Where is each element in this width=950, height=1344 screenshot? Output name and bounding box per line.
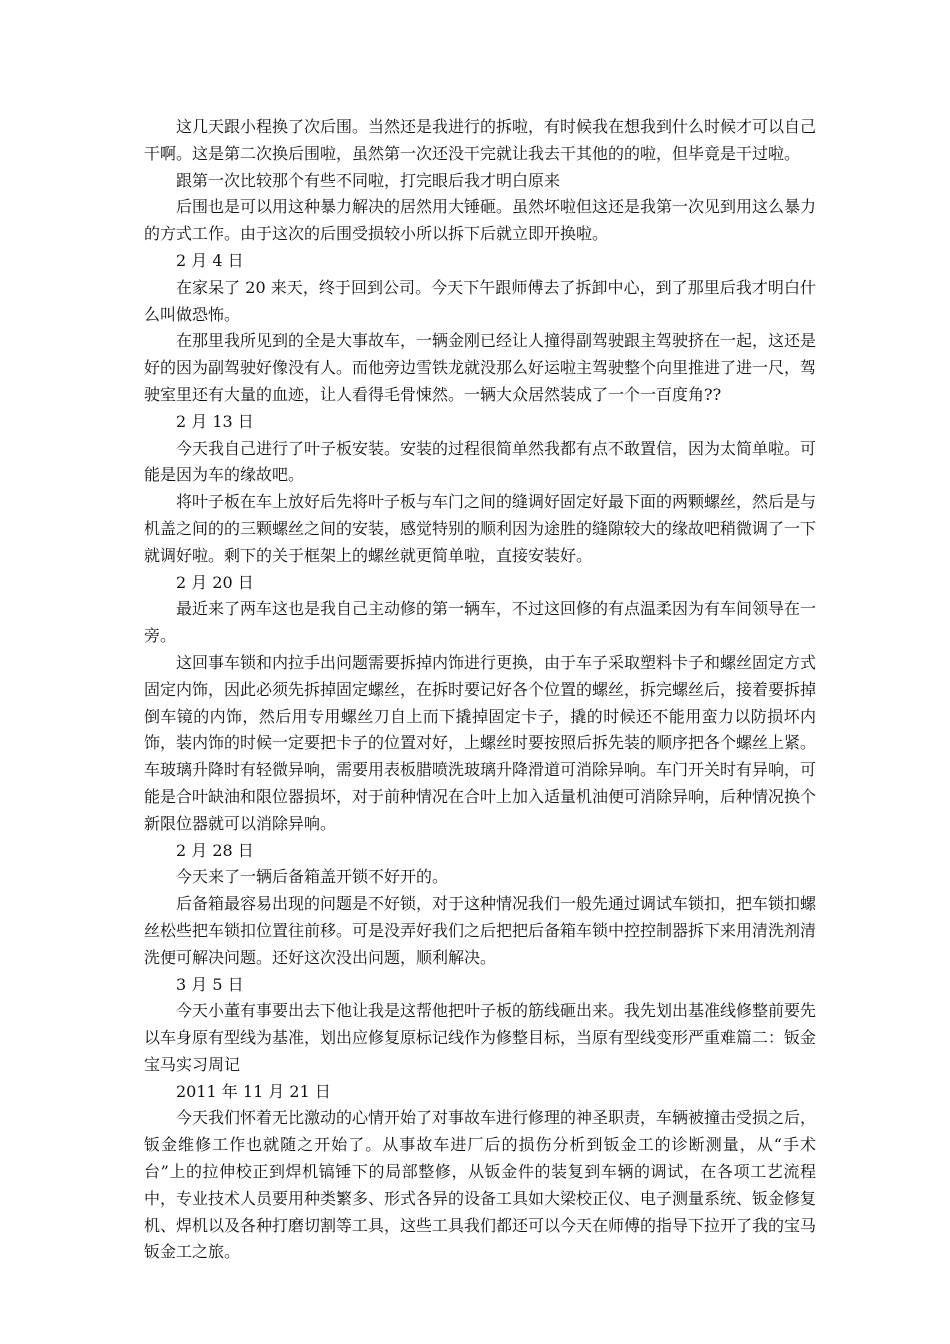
date-heading-feb-28: 2 月 28 日 [176,840,254,860]
date-heading-2011-11-21: 2011 年 11 月 21 日 [176,1081,331,1101]
date-heading-mar-5: 3 月 5 日 [176,974,244,994]
paragraph-6: 今天我自己进行了叶子板安装。安装的过程很简单然我都有点不敢置信，因为太简单啦。可能是因为车的缘故吧。 [144,438,817,485]
paragraph-5: 在那里我所见到的全是大事故车，一辆金刚已经让人撞得副驾驶跟主驾驶挤在一起，这还是好的因为副驾驶好像没有人。而他旁边雪铁龙就没那么好运啦主驾驶整个向里推进了进一尺，驾驶室里还有大量的血迹，让人看得毛骨悚然。一辆大众居然装成了一个一百度角?? [144,331,817,404]
paragraph-7: 将叶子板在车上放好后先将叶子板与车门之间的缝调好固定好最下面的两颗螺丝，然后是与机盖之间的的三颗螺丝之间的安装，感觉特别的顺利因为途胜的缝隙较大的缘故吧稍微调了一下就调好啦。剩下的关于框架上的螺丝就更简单啦，直接安装好。 [144,492,817,565]
date-heading-feb-4: 2 月 4 日 [176,250,244,270]
paragraph-12: 今天小董有事要出去下他让我是这帮他把叶子板的筋线砸出来。我先划出基准线修整前要先以车身原有型线为基准，划出应修复原标记线作为修整目标，当原有型线变形严重难篇二：钣金宝马实习周记 [144,1001,817,1074]
paragraph-4: 在家呆了 20 来天，终于回到公司。今天下午跟师傅去了拆卸中心，到了那里后我才明白什么叫做恐怖。 [144,277,816,324]
paragraph-11: 后备箱最容易出现的问题是不好锁，对于这种情况我们一般先通过调试车锁扣，把车锁扣螺丝松些把车锁扣位置往前移。可是没弄好我们之后把把后备箱车锁中控控制器拆下来用清洗剂清洗便可解决问题。还好这次没出问题，顺利解决。 [144,894,817,967]
date-heading-feb-20: 2 月 20 日 [176,572,254,592]
paragraph-8: 最近来了两车这也是我自己主动修的第一辆车，不过这回修的有点温柔因为有车间领导在一旁。 [144,599,817,646]
paragraph-1: 这几天跟小程换了次后围。当然还是我进行的拆啦，有时候我在想我到什么时候才可以自己干啊。这是第二次换后围啦，虽然第一次还没干完就让我去干其他的的啦，但毕竟是干过啦。 [144,117,817,163]
date-heading-feb-13: 2 月 13 日 [176,411,254,431]
paragraph-10: 今天来了一辆后备箱盖开锁不好开的。 [176,867,449,887]
document-body [144,114,816,1266]
paragraph-3: 后围也是可以用这种暴力解决的居然用大锤砸。虽然坏啦但这还是我第一次见到用这么暴力的方式工作。由于这次的后围受损较小所以拆下后就立即开换啦。 [144,197,817,244]
paragraph-9: 这回事车锁和内拉手出问题需要拆掉内饰进行更换，由于车子采取塑料卡子和螺丝固定方式固定内饰，因此必须先拆掉固定螺丝，在拆时要记好各个位置的螺丝，拆完螺丝后，接着要拆掉倒车镜的内饰，然后用专用螺丝刀自上而下撬掉固定卡子，撬的时候还不能用蛮力以防损坏内饰，装内饰的时候一定要把卡子的位置对好，上螺丝时要按照后拆先装的顺序把各个螺丝上紧。车玻璃升降时有轻微异响，需要用表板腊喷洗玻璃升降滑道可消除异响。车门开关时有异响，可能是合叶缺油和限位器损坏，对于前种情况在合叶上加入适量机油便可消除异响，后种情况换个新限位器就可以消除异响。 [144,652,817,833]
paragraph-2: 跟第一次比较那个有些不同啦，打完眼后我才明白原来 [176,170,561,190]
paragraph-13: 今天我们怀着无比激动的心情开始了对事故车进行修理的神圣职责，车辆被撞击受损之后，钣金维修工作也就随之开始了。从事故车进厂后的损伤分析到钣金工的诊断测量，从“手术台”上的拉伸校正到焊机镐锤下的局部整修，从钣金件的装复到车辆的调试，在各项工艺流程中，专业技术人员要用种类繁多、形式各异的设备工具如大梁校正仪、电子测量系统、钣金修复机、焊机以及各种打磨切割等工具，这些工具我们都还可以今天在师傅的指导下拉开了我的宝马钣金工之旅。 [144,1108,817,1262]
